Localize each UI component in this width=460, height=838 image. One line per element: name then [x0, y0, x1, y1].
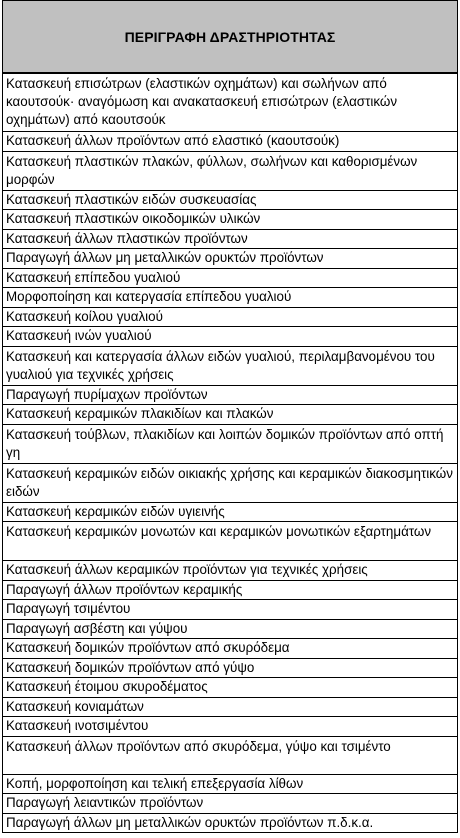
table-row: Κατασκευή άλλων προϊόντων από σκυρόδεμα, γύψο και τσιμέντο	[2, 737, 458, 775]
table-row: Παραγωγή λειαντικών προϊόντων	[2, 794, 458, 814]
table-row: Κατασκευή άλλων προϊόντων από ελαστικό (καουτσούκ)	[2, 132, 458, 152]
table-row: Κατασκευή κοίλου γυαλιού	[2, 308, 458, 328]
table-row: Κατασκευή κεραμικών ειδών υγιεινής	[2, 503, 458, 523]
table-row: Μορφοποίηση και κατεργασία επίπεδου γυαλιού	[2, 288, 458, 308]
table-row: Κατασκευή δομικών προϊόντων από σκυρόδεμα	[2, 639, 458, 659]
table-row: Παραγωγή άλλων μη μεταλλικών ορυκτών προϊόντων	[2, 249, 458, 269]
table-row: Κατασκευή τούβλων, πλακιδίων και λοιπών δομικών προϊόντων από οπτή γη	[2, 425, 458, 464]
table-body	[2, 74, 458, 833]
table-row: Κατασκευή ινοτσιμέντου	[2, 717, 458, 737]
table-row: Κατασκευή επίπεδου γυαλιού	[2, 269, 458, 289]
table-row: Κατασκευή κεραμικών πλακιδίων και πλακών	[2, 405, 458, 425]
table-row: Κατασκευή ινών γυαλιού	[2, 327, 458, 347]
table-row: Κατασκευή και κατεργασία άλλων ειδών γυαλιού, περιλαμβανομένου του γυαλιού για τεχνικές χρήσεις	[2, 347, 458, 386]
table-row: Παραγωγή άλλων προϊόντων κεραμικής	[2, 581, 458, 601]
table-row: Κατασκευή επισώτρων (ελαστικών οχημάτων) και σωλήνων από καουτσούκ· αναγόμωση και ανακατασκευή επισώτρων (ελαστικών οχημάτων) από καουτσούκ	[2, 74, 458, 132]
table-row: Κατασκευή έτοιμου σκυροδέματος	[2, 678, 458, 698]
table-row: Κοπή, μορφοποίηση και τελική επεξεργασία λίθων	[2, 775, 458, 795]
table-row: Κατασκευή άλλων κεραμικών προϊόντων για τεχνικές χρήσεις	[2, 561, 458, 581]
table-row: Κατασκευή πλαστικών πλακών, φύλλων, σωλήνων και καθορισμένων μορφών	[2, 152, 458, 191]
table-row: Κατασκευή πλαστικών ειδών συσκευασίας	[2, 191, 458, 211]
table-row: Κατασκευή κεραμικών ειδών οικιακής χρήσης και κεραμικών διακοσμητικών ειδών	[2, 464, 458, 503]
table-row: Παραγωγή ασβέστη και γύψου	[2, 620, 458, 640]
table-row: Κατασκευή κεραμικών μονωτών και κεραμικών μονωτικών εξαρτημάτων	[2, 522, 458, 561]
table-row: Κατασκευή άλλων πλαστικών προϊόντων	[2, 230, 458, 250]
table-header: ΠΕΡΙΓΡΑΦΗ ΔΡΑΣΤΗΡΙΟΤΗΤΑΣ	[2, 0, 458, 74]
table-row: Κατασκευή πλαστικών οικοδομικών υλικών	[2, 210, 458, 230]
table-row: Κατασκευή κονιαμάτων	[2, 698, 458, 718]
table-row: Παραγωγή πυρίμαχων προϊόντων	[2, 386, 458, 406]
table-row: Κατασκευή δομικών προϊόντων από γύψο	[2, 659, 458, 679]
table-row: Παραγωγή άλλων μη μεταλλικών ορυκτών προϊόντων π.δ.κ.α.	[2, 814, 458, 834]
table-row: Παραγωγή τσιμέντου	[2, 600, 458, 620]
